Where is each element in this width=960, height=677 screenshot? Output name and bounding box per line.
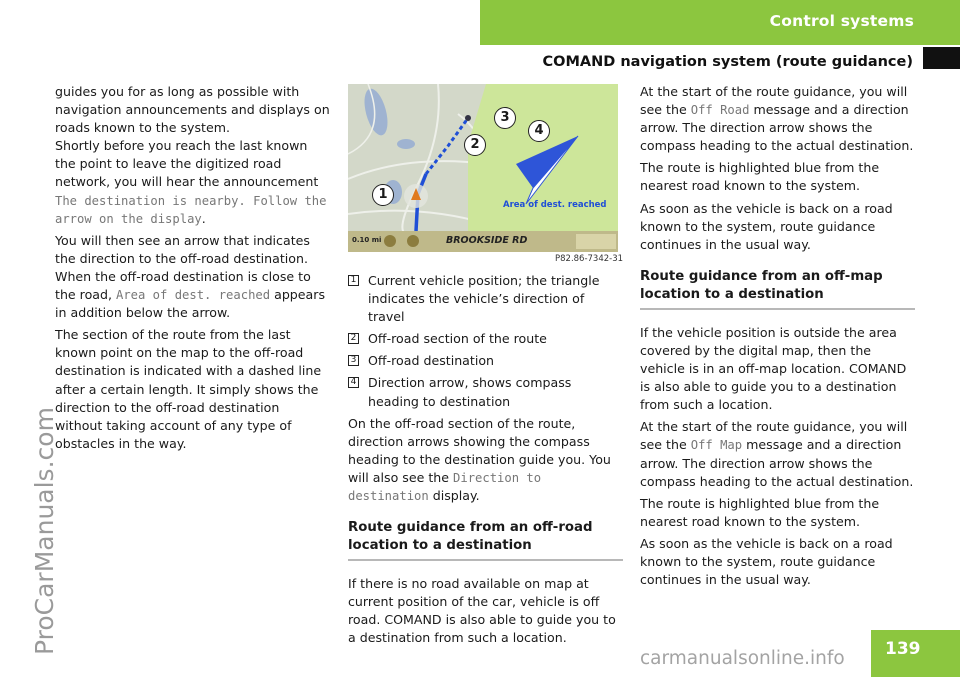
header-marker bbox=[923, 47, 960, 69]
callout-1: 1 bbox=[372, 184, 394, 206]
paragraph: If the vehicle position is outside the area covered by the digital map, then the vehicle is in an off-map location. COMAND is also able to guide you to a destination from such a location. bbox=[640, 324, 907, 413]
text-run: message and a direction arrow. The direction arrow shows the compass heading to the actual destination. bbox=[640, 437, 914, 489]
display-message: Off Road bbox=[690, 103, 750, 118]
paragraph: The route is highlighted blue from the nearest road known to the system. bbox=[640, 160, 880, 194]
legend-item bbox=[348, 272, 623, 326]
text-run: Shortly before you reach the last known the point to leave the digitized road network, you will hear the announcement bbox=[55, 138, 319, 190]
map-scale: 0.10 mi bbox=[352, 236, 382, 244]
text-run: . bbox=[201, 210, 206, 226]
text-column-3 bbox=[640, 83, 915, 593]
legend-text: Off-road section of the route bbox=[368, 331, 547, 347]
text-run: display. bbox=[428, 488, 480, 504]
side-watermark: ProCarManuals.com bbox=[30, 407, 59, 655]
legend-text: Direction arrow, shows compass heading to destination bbox=[368, 375, 572, 409]
paragraph bbox=[640, 83, 915, 155]
legend-number: 4 bbox=[348, 377, 359, 388]
section-heading: Route guidance from an off-map location to a destination bbox=[640, 268, 915, 310]
text-run: At the start of the route guidance, you will see the bbox=[640, 419, 908, 453]
callout-2: 2 bbox=[464, 134, 486, 156]
legend-number: 1 bbox=[348, 275, 359, 286]
navigation-map-figure bbox=[348, 84, 618, 252]
text-run: On the off-road section of the route, direction arrows showing the compass heading to the destination guide you. You will also see the bbox=[348, 415, 611, 485]
figure-caption: P82.86-7342-31 bbox=[555, 254, 624, 264]
legend-list bbox=[348, 272, 623, 411]
text-run: message and a direction arrow. The direction arrow shows the compass heading to the actual destination. bbox=[640, 102, 914, 154]
legend-text: Current vehicle position; the triangle indicates the vehicle’s direction of travel bbox=[368, 273, 600, 325]
paragraph: The route is highlighted blue from the nearest road known to the system. bbox=[640, 495, 880, 529]
legend-item bbox=[348, 352, 623, 370]
paragraph: As soon as the vehicle is back on a road known to the system, route guidance continues in the usual way. bbox=[640, 535, 893, 588]
road-name: BROOKSIDE RD bbox=[446, 235, 528, 246]
paragraph bbox=[348, 415, 623, 505]
legend-item bbox=[348, 330, 623, 348]
text-column-1 bbox=[55, 83, 330, 457]
callout-3: 3 bbox=[494, 107, 516, 129]
page-number: 139 bbox=[885, 639, 921, 659]
paragraph: As soon as the vehicle is back on a road known to the system, route guidance continues in the usual way. bbox=[640, 200, 893, 252]
display-message: Off Map bbox=[690, 438, 743, 453]
area-reached-label: Area of dest. reached bbox=[503, 200, 607, 210]
paragraph: If there is no road available on map at current position of the car, vehicle is off road. COMAND is also able to guide you to a destination from such a location. bbox=[348, 576, 616, 646]
display-message: The destination is nearby. Follow the arrow on the display bbox=[55, 193, 327, 226]
page-number-tab bbox=[871, 630, 960, 677]
legend-number: 2 bbox=[348, 333, 359, 344]
section-title: Control systems bbox=[769, 12, 914, 30]
legend-item bbox=[348, 374, 623, 410]
display-message: Direction to destination bbox=[348, 470, 542, 504]
legend-number: 3 bbox=[348, 355, 359, 366]
page-subtitle: COMAND navigation system (route guidance) bbox=[542, 54, 913, 70]
bottom-watermark: carmanualsonline.info bbox=[640, 648, 845, 669]
display-message: Area of dest. reached bbox=[116, 288, 271, 303]
callout-4: 4 bbox=[528, 120, 550, 142]
text-run: appears in addition below the arrow. bbox=[55, 287, 326, 321]
paragraph bbox=[55, 137, 330, 227]
legend-text: Off-road destination bbox=[368, 353, 495, 369]
paragraph bbox=[55, 232, 330, 322]
text-run: At the start of the route guidance, you will see the bbox=[640, 84, 908, 118]
section-heading: Route guidance from an off-road location to a destination bbox=[348, 519, 623, 561]
paragraph: The section of the route from the last known point on the map to the off-road destination is indicated with a dashed line after a certain length. It simply shows the direction to the off-road destination without taking account of any type of obstacles in the way. bbox=[55, 327, 322, 451]
text-run: You will then see an arrow that indicates the direction to the off-road destination. When the off-road destination is close to the road, bbox=[55, 232, 311, 303]
text-column-2 bbox=[348, 272, 623, 652]
paragraph bbox=[640, 418, 915, 490]
paragraph: guides you for as long as possible with navigation announcements and displays on roads known to the system. bbox=[55, 84, 330, 136]
section-header-tab bbox=[480, 0, 960, 45]
map-illustration bbox=[348, 84, 618, 252]
